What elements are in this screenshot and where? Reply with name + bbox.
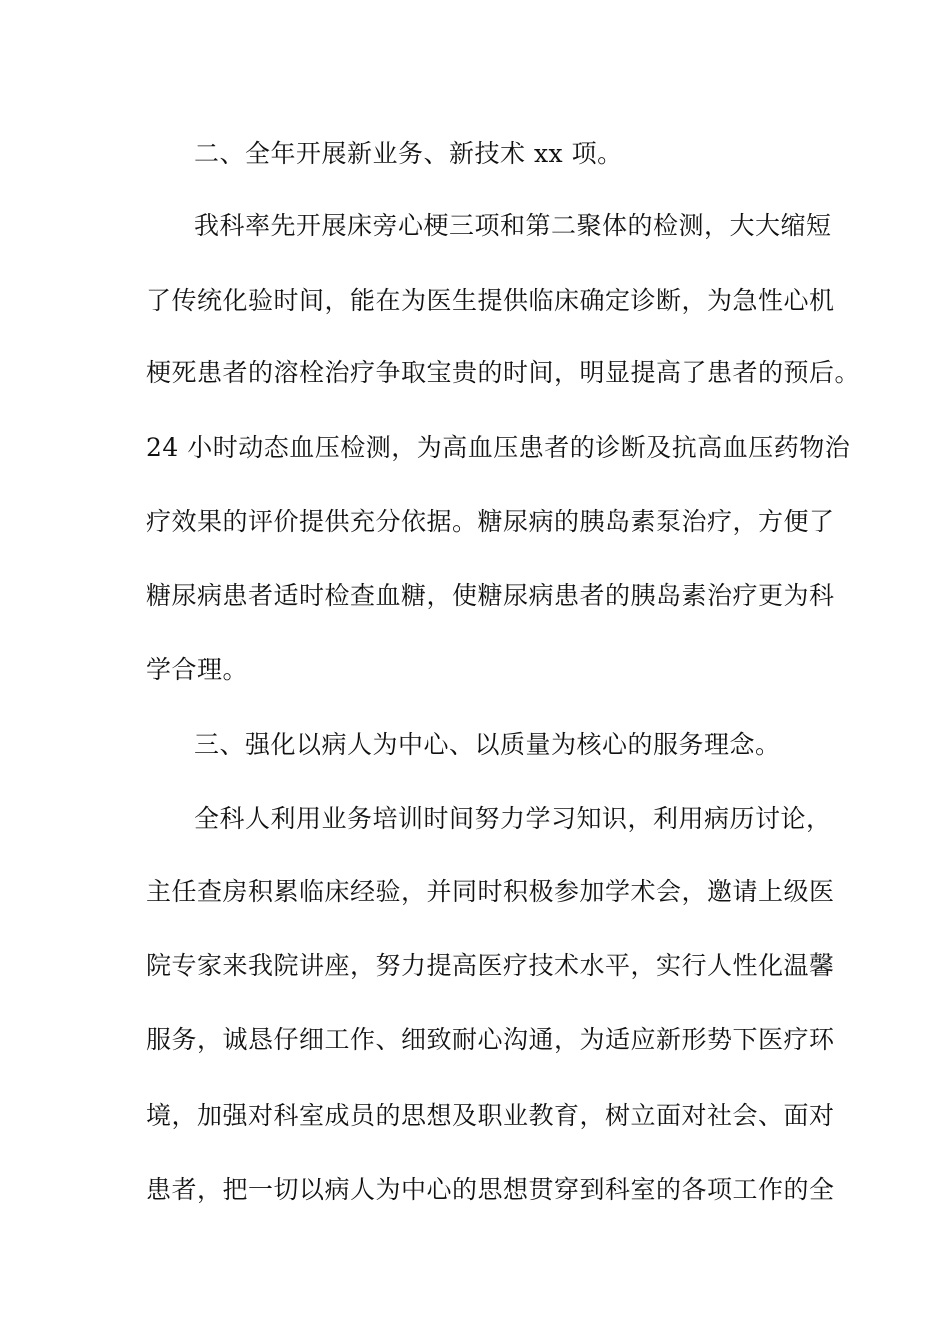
paragraph-line: 患者，把一切以病人为中心的思想贯穿到科室的各项工作的全	[146, 1175, 835, 1204]
paragraph-line: 24 小时动态血压检测，为高血压患者的诊断及抗高血压药物治	[146, 433, 851, 462]
paragraph-line: 疗效果的评价提供充分依据。糖尿病的胰岛素泵治疗，方便了	[146, 507, 835, 536]
paragraph-line: 梗死患者的溶栓治疗争取宝贵的时间，明显提高了患者的预后。	[146, 358, 861, 387]
section-heading-2: 二、全年开展新业务、新技术 xx 项。	[194, 139, 623, 168]
paragraph-line: 境，加强对科室成员的思想及职业教育，树立面对社会、面对	[146, 1101, 835, 1130]
paragraph-line: 我科率先开展床旁心梗三项和第二聚体的检测，大大缩短	[194, 211, 832, 240]
paragraph-line: 院专家来我院讲座，努力提高医疗技术水平，实行人性化温馨	[146, 951, 835, 980]
paragraph-line: 主任查房积累临床经验，并同时积极参加学术会，邀请上级医	[146, 877, 835, 906]
paragraph-line: 了传统化验时间，能在为医生提供临床确定诊断，为急性心机	[146, 286, 835, 315]
section-heading-3: 三、强化以病人为中心、以质量为核心的服务理念。	[194, 730, 781, 759]
paragraph-line: 服务，诚恳仔细工作、细致耐心沟通，为适应新形势下医疗环	[146, 1025, 835, 1054]
paragraph-line: 学合理。	[146, 655, 249, 684]
paragraph-line: 全科人利用业务培训时间努力学习知识，利用病历讨论，	[194, 804, 832, 833]
paragraph-line: 糖尿病患者适时检查血糖，使糖尿病患者的胰岛素治疗更为科	[146, 581, 835, 610]
